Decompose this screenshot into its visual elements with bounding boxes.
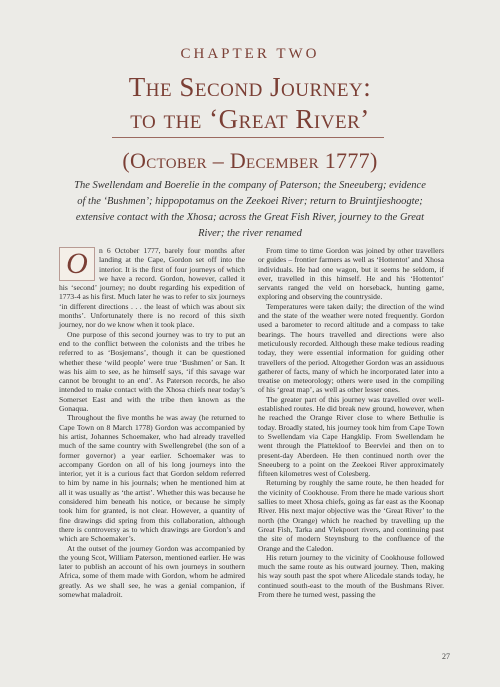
chapter-title-line2: to the ‘Great River’ [130,104,370,134]
paragraph: Temperatures were taken daily; the direction of the wind and the state of the weather were noted frequently. Gordon used a barometer to record altitude and a compass to take bearings. The hours travelled and directions were also meticulously recorded. Although these make tedious reading today, they were essential information for guiding other travellers of the period. Altogether Gordon was an assiduous gatherer of facts, many of which he incorporated later into a treatise on meteorology; others were used in the compiling of his ‘great map’, as well as other lesser ones. [258,301,444,395]
right-column [258,246,444,599]
paragraph: At the outset of the journey Gordon was accompanied by the young Scot, William Paterson, mentioned earlier. He was later to publish an account of his own journeys in southern Africa, some of them made with Gordon, whom he admired greatly. As we shall see, he was a genial companion, if somewhat maladroit. [59,543,245,599]
drop-cap: O [59,247,95,281]
paragraph: From time to time Gordon was joined by other travellers or guides – frontier farmers as well as ‘Hottentot’ and Xhosa individuals. He had one wagon, but it seems he seldom, if ever, travelled in this himself. He and his ‘Hottentot’ servants ranged the veld on horseback, hunting game, exploring and observing the countryside. [258,246,444,302]
paragraph: Throughout the five months he was away (he returned to Cape Town on 8 March 1778) Gordon was accompanied by his artist, Johannes Schoemaker, who had already travelled much of the same country with Swellengrebel (the son of a former governor) a year earlier. Schoemaker was to accompany Gordon on all of his long journeys into the interior, yet it is a curious fact that Gordon seldom referred to him by name in his journals; when he mentioned him at all it was usually as ‘the artist’. Whether this was because he considered him beneath his notice, or because he simply took him for granted, is not clear. However, a quantity of fine drawings did spring from this collaboration, although there is controversy as to which drawings are Gordon’s and which are Schoemaker’s. [59,413,245,544]
title-divider [112,137,384,138]
chapter-dates: (October – December 1777) [122,148,378,173]
paragraph: Returning by roughly the same route, he then headed for the vicinity of Cookhouse. From there he made various short sallies to meet Xhosa chiefs, going as far east as the Koonap River. His next major objective was the ‘Great River’ to the north (the Orange) which he reached by travelling up the Great Fish, Tarka and Vlekpoort rivers, and continuing past the site of modern Steynsburg to the confluence of the Orange and the Caledon. [258,478,444,553]
paragraph: O n 6 October 1777, barely four months after landing at the Cape, Gordon set off into the interior. It is the first of four journeys of which we have a record. Gordon, however, called it his ‘second’ journey; no doubt regarding his expedition of 1773-4 as his first. Much later he was to refer to six journeys ‘in different directions . . . the least of which was about six months’. Unfortunately there is no record of this sixth journey, nor do we know when it took place. [59,246,245,330]
page-number: 27 [442,652,450,661]
paragraph: His return journey to the vicinity of Cookhouse followed much the same route as his outward journey. Then, making his way south past the spot where Alicedale stands today, he continued south-east to the mouth of the Bushmans River. From there he turned west, passing the [258,552,444,599]
paragraph: One purpose of this second journey was to try to put an end to the conflict between the colonists and the tribes he referred to as ‘Bosjemans’, though it can be questioned whether these ‘wild people’ were true ‘Bushmen’ or San. It was his aim to see, as he himself says, ‘if this savage war cannot be brought to an end’. As Paterson records, he also intended to make contact with the Xhosa chiefs near today’s Somerset East and with the tribe then known as the Gonaqua. [59,329,245,414]
chapter-title-line1: The Second Journey: [128,72,372,102]
left-column [59,246,245,599]
chapter-synopsis: The Swellendam and Boerelie in the company of Paterson; the Sneeuberg; evidence of the ‘Bushmen’; hippopotamus on the Zeekoei River; return to Bruintjieshoogte; extensive contact with the Xhosa; across the Great Fish River, journey to the Great River; the river renamed [74,180,426,239]
paragraph: The greater part of this journey was travelled over well-established routes. He did break new ground, however, when he reached the Orange River close to where Bethulie is today. Broadly stated, his journey took him from Cape Town to Swellendam via Cape Hangklip. From Swellendam he went through the Plattekloof to Beervlei and then on to present-day Aberdeen. He then continued north over the Sneeuberg to a point on the Zeekoei River approximately fifteen kilometres west of Colesberg. [258,394,444,479]
chapter-label: CHAPTER TWO [180,46,320,62]
